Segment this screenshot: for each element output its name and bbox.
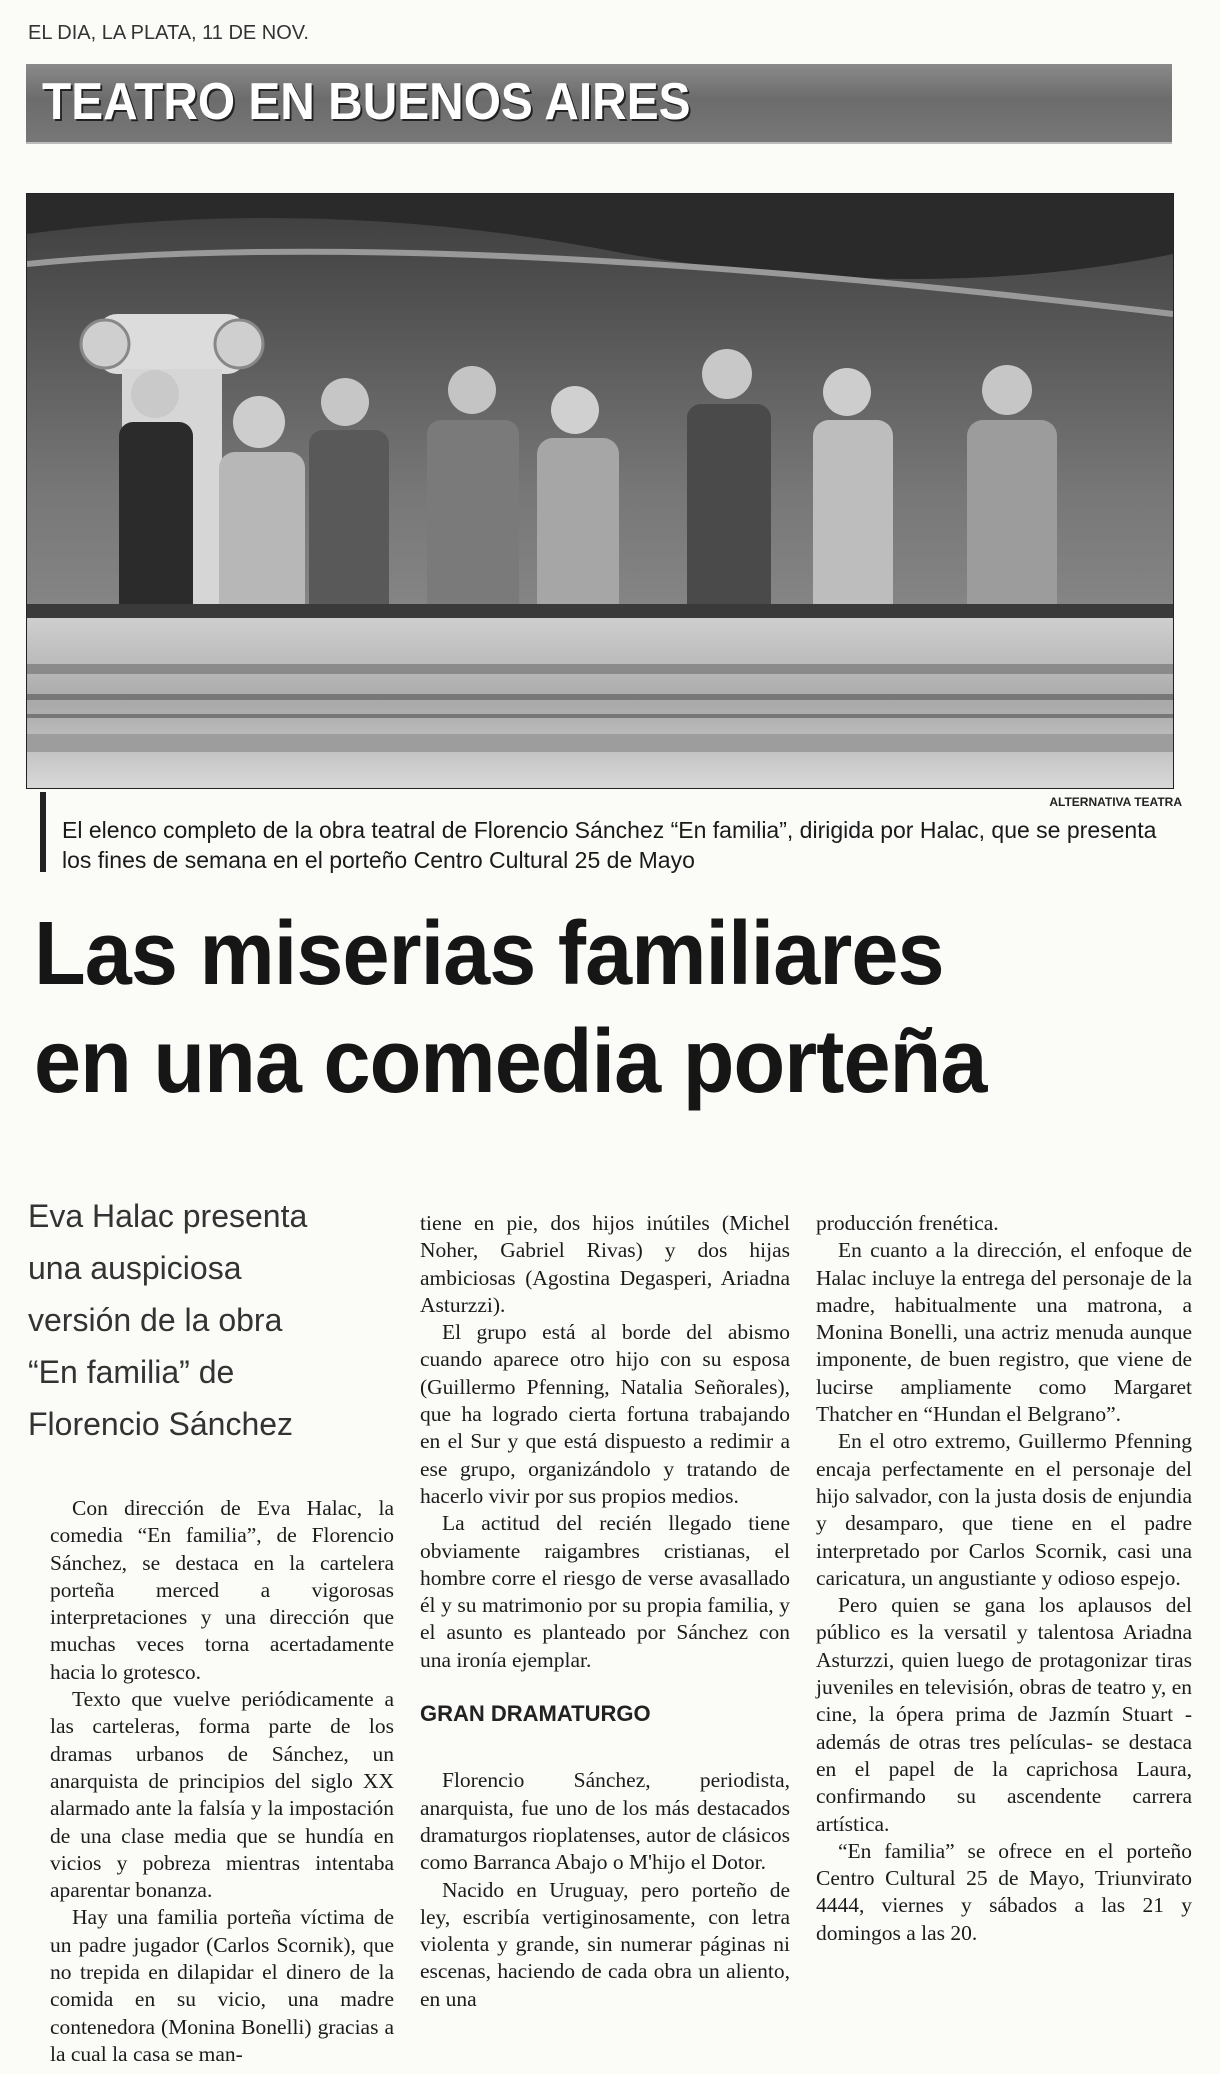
deck-line: Florencio Sánchez [28,1406,294,1442]
section-title: TEATRO EN BUENOS AIRES [42,73,691,131]
headline-line-1: Las miserias familiares [34,904,944,1004]
paragraph: Nacido en Uruguay, pero porteño de ley, escribía vertiginosamente, con letra violenta y grande, sin numerar páginas ni escenas, haciendo de cada obra un aliento, en una [420,1877,790,2011]
paragraph: En cuanto a la dirección, el enfoque de Halac incluye la entrega del personaje de la madre, habitualmente una matrona, a Monina Bonelli, una actriz menuda aunque imponente, de buen registro, que viene de lucirse ampliamente como Margaret Thatcher en “Hundan el Belgrano”. [816,1238,1192,1427]
article-column-3 [816,1210,1192,1947]
article-column-1 [50,1495,394,2068]
section-banner [26,64,1172,144]
paragraph: Texto que vuelve periódicamente a las carteleras, forma parte de los dramas urbanos de Sánchez, un anarquista de principios del siglo XX alarmado ante la falsía y la impostación de una clase media que se hundía en vicios y pobreza mientras intentaba aparentar bonanza. [50,1687,394,1903]
photo-caption: El elenco completo de la obra teatral de Florencio Sánchez “En familia”, dirigida por Halac, que se presenta los fines de semana en el porteño Centro Cultural 25 de Mayo [62,817,1157,873]
subhead: GRAN DRAMATURGO [420,1701,651,1727]
paragraph: Pero quien se gana los aplausos del público es la versatil y talentosa Ariadna Asturzzi, quien luego de protagonizar tiras juveniles en televisión, obras de teatro y, en cine, la ópera prima de Jazmín Stuart -además de otras tres películas- se destaca en el papel de la caprichosa Laura, confirmando su ascendente carrera artística. [816,1593,1192,1836]
paragraph: En el otro extremo, Guillermo Pfenning encaja perfectamente en el personaje del hijo salvador, con la justa dosis de enjundia y desamparo, que tiene en el padre interpretado por Carlos Scornik, casi una caricatura, un angustiante y odioso espejo. [816,1429,1192,1590]
paragraph: Florencio Sánchez, periodista, anarquista, fue uno de los más destacados dramaturgos rioplatenses, autor de clásicos como Barranca Abajo o M'hijo el Dotor. [420,1768,790,1875]
deck-line: versión de la obra [28,1302,283,1338]
cast-photo [26,193,1174,789]
caption-rule [40,792,46,872]
dateline: EL DIA, LA PLATA, 11 DE NOV. [28,22,309,44]
paragraph: Con dirección de Eva Halac, la comedia “En familia”, de Florencio Sánchez, se destaca en la cartelera porteña merced a vigorosas interpretaciones y una dirección que muchas veces torna acertadamente hacia lo grotesco. [50,1496,394,1684]
headline-line-2: en una comedia porteña [34,1012,987,1112]
photo-credit: ALTERNATIVA TEATRA [1049,795,1182,809]
paragraph: tiene en pie, dos hijos inútiles (Michel Noher, Gabriel Rivas) y dos hijas ambiciosas (Agostina Degasperi, Ariadna Asturzzi). [420,1211,790,1317]
deck-line: Eva Halac presenta [28,1198,308,1234]
paragraph: Hay una familia porteña víctima de un padre jugador (Carlos Scornik), que no trepida en dilapidar el dinero de la comida en su vicio, una madre contenedora (Monina Bonelli) gracias a la cual la casa se man- [50,1905,394,2066]
article-column-2 [420,1210,790,2013]
paragraph: La actitud del recién llegado tiene obviamente raigambres cristianas, el hombre corre el riesgo de verse avasallado él y su matrimonio por su propia familia, y el asunto es planteado por Sánchez con una ironía ejemplar. [420,1511,790,1672]
paragraph: El grupo está al borde del abismo cuando aparece otro hijo con su esposa (Guillermo Pfenning, Natalia Señorales), que ha logrado cierta fortuna trabajando en el Sur y que está dispuesto a redimir a ese grupo, organizándolo y tratando de hacerlo vivir por sus propios medios. [420,1320,790,1508]
paragraph: producción frenética. [816,1211,999,1235]
paragraph: “En familia” se ofrece en el porteño Centro Cultural 25 de Mayo, Triunvirato 4444, viernes y sábados a las 21 y domingos a las 20. [816,1838,1192,1945]
cast-photo-illustration [27,194,1173,788]
deck-line: una auspiciosa [28,1250,242,1286]
deck-line: “En familia” de [28,1354,235,1390]
deck [28,1190,388,1450]
headline [34,900,1124,1116]
